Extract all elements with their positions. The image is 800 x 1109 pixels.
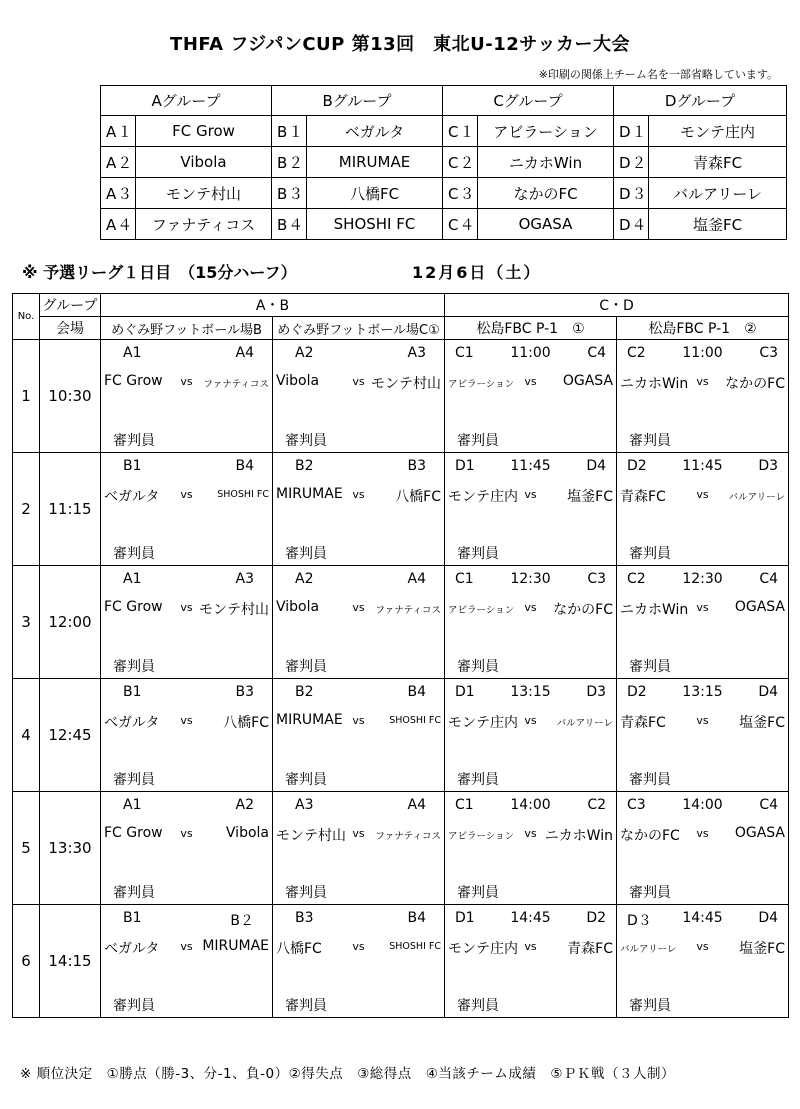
team1-name: FC Grow	[104, 825, 163, 841]
match-cell	[101, 905, 273, 1018]
referee-label: 審判員	[457, 659, 499, 675]
match-cell	[273, 792, 445, 905]
round-number: 5	[13, 792, 40, 905]
group-header-b: Bグループ	[272, 86, 443, 116]
team1-code: A2	[295, 345, 314, 361]
schedule-row	[13, 453, 789, 566]
team1-code: A2	[295, 571, 314, 587]
team1-name: モンテ庄内	[448, 489, 518, 505]
team1-name: ベガルタ	[104, 941, 160, 957]
team2-name: MIRUMAE	[202, 938, 269, 954]
team1-code: C2	[627, 345, 646, 361]
header-group: グループ	[40, 294, 101, 317]
kickoff-time: 12:00	[40, 566, 101, 679]
team-name: モンテ村山	[136, 178, 272, 209]
match-cell	[101, 566, 273, 679]
team1-code: C1	[455, 571, 474, 587]
team2-name: バルアリーレ	[728, 492, 785, 503]
vs-label: vs	[696, 375, 709, 388]
match-cell	[617, 453, 789, 566]
vs-label: vs	[696, 940, 709, 953]
referee-label: 審判員	[457, 433, 499, 449]
match-cell	[101, 792, 273, 905]
team2-name: 塩釜FC	[739, 715, 785, 731]
match-time: 12:30	[682, 571, 723, 587]
team1-name: アビラーション	[448, 831, 515, 842]
team-name: FC Grow	[136, 116, 272, 147]
team-code: C１	[443, 116, 478, 147]
round-number: 4	[13, 679, 40, 792]
vs-label: vs	[524, 488, 537, 501]
team1-name: なかのFC	[620, 828, 680, 844]
team-name: MIRUMAE	[307, 147, 443, 178]
round-number: 1	[13, 340, 40, 453]
team2-code: B3	[407, 458, 426, 474]
abbreviation-note: ※印刷の関係上チーム名を一部省略しています。	[538, 68, 778, 81]
referee-label: 審判員	[285, 546, 327, 562]
referee-label: 審判員	[629, 433, 671, 449]
team1-name: 青森FC	[620, 489, 666, 505]
schedule-row	[13, 679, 789, 792]
team1-name: MIRUMAE	[276, 486, 343, 502]
schedule-table	[12, 293, 789, 1018]
referee-label: 審判員	[629, 659, 671, 675]
ranking-rules: ※ 順位決定 ①勝点（勝-3、分-1、負-0）②得失点 ③総得点 ④当該チーム成績 ⑤ＰＫ戦（３人制）	[20, 1066, 675, 1082]
schedule-row	[13, 905, 789, 1018]
schedule-row	[13, 566, 789, 679]
team-name: 八橋FC	[307, 178, 443, 209]
referee-label: 審判員	[629, 772, 671, 788]
match-cell	[617, 679, 789, 792]
team1-name: FC Grow	[104, 599, 163, 615]
vs-label: vs	[180, 940, 193, 953]
team1-name: 青森FC	[620, 715, 666, 731]
match-time: 11:45	[682, 458, 723, 474]
team2-name: OGASA	[734, 825, 785, 841]
referee-label: 審判員	[285, 659, 327, 675]
referee-label: 審判員	[629, 885, 671, 901]
team-name: 青森FC	[649, 147, 787, 178]
team1-name: 八橋FC	[276, 941, 322, 957]
team-code: B１	[272, 116, 307, 147]
match-cell	[273, 905, 445, 1018]
team2-code: B２	[230, 913, 254, 929]
page-title: THFA フジパンCUP 第13回 東北U-12サッカー大会	[170, 34, 630, 55]
vs-label: vs	[524, 940, 537, 953]
referee-label: 審判員	[113, 772, 155, 788]
referee-label: 審判員	[113, 546, 155, 562]
match-time: 12:30	[510, 571, 551, 587]
match-time: 14:00	[510, 797, 551, 813]
kickoff-time: 13:30	[40, 792, 101, 905]
match-cell	[273, 340, 445, 453]
referee-label: 審判員	[457, 885, 499, 901]
team1-code: B2	[295, 684, 314, 700]
vs-label: vs	[524, 375, 537, 388]
team-code: D２	[614, 147, 649, 178]
team-code: B３	[272, 178, 307, 209]
team-code: A２	[101, 147, 136, 178]
vs-label: vs	[180, 714, 193, 727]
match-cell	[101, 453, 273, 566]
venue-3: 松島FBC P-1 ①	[445, 317, 617, 340]
team1-code: D2	[627, 684, 647, 700]
match-time: 11:45	[510, 458, 551, 474]
team1-name: アビラーション	[448, 379, 515, 390]
round-number: 3	[13, 566, 40, 679]
team1-code: A1	[123, 571, 142, 587]
team-code: B２	[272, 147, 307, 178]
header-ab: A・B	[101, 294, 445, 317]
team1-name: ベガルタ	[104, 489, 160, 505]
kickoff-time: 12:45	[40, 679, 101, 792]
team-name: OGASA	[478, 209, 614, 240]
match-time: 13:15	[682, 684, 723, 700]
team2-name: 八橋FC	[223, 715, 269, 731]
team2-code: D3	[586, 684, 606, 700]
match-cell	[617, 340, 789, 453]
team2-name: SHOSHI FC	[389, 941, 441, 952]
vs-label: vs	[696, 714, 709, 727]
round-number: 2	[13, 453, 40, 566]
team-name: 塩釜FC	[649, 209, 787, 240]
vs-label: vs	[352, 714, 365, 727]
team-name: Vibola	[136, 147, 272, 178]
team2-code: D4	[758, 684, 778, 700]
team1-code: A3	[295, 797, 314, 813]
group-row	[101, 178, 787, 209]
vs-label: vs	[352, 375, 365, 388]
venue-1: めぐみ野フットボール場B	[101, 317, 273, 340]
team2-code: A3	[235, 571, 254, 587]
team2-code: C3	[587, 571, 606, 587]
match-cell	[273, 566, 445, 679]
team-name: ファナティコス	[136, 209, 272, 240]
team2-code: C4	[587, 345, 606, 361]
vs-label: vs	[524, 714, 537, 727]
team2-code: D4	[758, 910, 778, 926]
team1-code: C1	[455, 797, 474, 813]
team2-code: C3	[759, 345, 778, 361]
team1-code: A1	[123, 797, 142, 813]
team2-name: ファナティコス	[375, 831, 441, 842]
prelim-date: 12月6日（土）	[412, 263, 542, 282]
match-cell	[445, 566, 617, 679]
venue-4: 松島FBC P-1 ②	[617, 317, 789, 340]
team2-name: OGASA	[734, 599, 785, 615]
match-cell	[445, 340, 617, 453]
team-code: C３	[443, 178, 478, 209]
team-name: バルアリーレ	[649, 178, 787, 209]
header-no: No.	[13, 294, 40, 340]
kickoff-time: 11:15	[40, 453, 101, 566]
team2-name: なかのFC	[725, 376, 785, 392]
round-number: 6	[13, 905, 40, 1018]
group-table	[100, 85, 787, 240]
team2-code: D4	[586, 458, 606, 474]
vs-label: vs	[524, 601, 537, 614]
match-cell	[445, 792, 617, 905]
vs-label: vs	[180, 827, 193, 840]
vs-label: vs	[696, 488, 709, 501]
referee-label: 審判員	[113, 659, 155, 675]
team2-code: C4	[759, 797, 778, 813]
group-header-c: Cグループ	[443, 86, 614, 116]
team2-code: A4	[407, 571, 426, 587]
team1-code: D３	[627, 913, 652, 929]
team1-name: MIRUMAE	[276, 712, 343, 728]
team2-code: B4	[407, 684, 426, 700]
vs-label: vs	[180, 488, 193, 501]
referee-label: 審判員	[285, 433, 327, 449]
team1-code: B1	[123, 684, 142, 700]
vs-label: vs	[180, 601, 193, 614]
schedule-row	[13, 340, 789, 453]
vs-label: vs	[180, 375, 193, 388]
team1-code: B1	[123, 910, 142, 926]
team1-name: ベガルタ	[104, 715, 160, 731]
team1-code: C2	[627, 571, 646, 587]
team2-name: OGASA	[562, 373, 613, 389]
team2-name: SHOSHI FC	[217, 489, 269, 500]
team2-name: モンテ村山	[199, 602, 269, 618]
team1-code: B2	[295, 458, 314, 474]
team1-code: B1	[123, 458, 142, 474]
vs-label: vs	[352, 488, 365, 501]
team2-code: D3	[758, 458, 778, 474]
team-name: SHOSHI FC	[307, 209, 443, 240]
team1-code: D1	[455, 458, 475, 474]
team-name: アビラーション	[478, 116, 614, 147]
vs-label: vs	[352, 827, 365, 840]
team2-name: 青森FC	[567, 941, 613, 957]
team2-code: B4	[235, 458, 254, 474]
team-name: なかのFC	[478, 178, 614, 209]
team2-name: ニカホWin	[544, 828, 613, 844]
referee-label: 審判員	[629, 546, 671, 562]
match-time: 13:15	[510, 684, 551, 700]
team2-code: B4	[407, 910, 426, 926]
match-cell	[101, 340, 273, 453]
team-code: A４	[101, 209, 136, 240]
team-name: ニカホWin	[478, 147, 614, 178]
team2-code: D2	[586, 910, 606, 926]
kickoff-time: 10:30	[40, 340, 101, 453]
team2-name: 塩釜FC	[739, 941, 785, 957]
team1-name: Vibola	[276, 599, 320, 615]
team2-code: A4	[235, 345, 254, 361]
team1-code: B3	[295, 910, 314, 926]
referee-label: 審判員	[285, 998, 327, 1014]
team2-name: モンテ村山	[371, 376, 441, 392]
match-cell	[617, 792, 789, 905]
team2-name: 塩釜FC	[567, 489, 613, 505]
match-cell	[445, 905, 617, 1018]
group-row	[101, 209, 787, 240]
schedule-row	[13, 792, 789, 905]
referee-label: 審判員	[629, 998, 671, 1014]
header-venue: 会場	[40, 317, 101, 340]
team-code: D３	[614, 178, 649, 209]
team-code: A１	[101, 116, 136, 147]
team2-code: B3	[235, 684, 254, 700]
team1-name: モンテ村山	[276, 828, 346, 844]
team-code: D４	[614, 209, 649, 240]
team1-code: C3	[627, 797, 646, 813]
vs-label: vs	[696, 601, 709, 614]
match-cell	[617, 905, 789, 1018]
team-code: A３	[101, 178, 136, 209]
referee-label: 審判員	[457, 998, 499, 1014]
team1-code: D2	[627, 458, 647, 474]
team1-name: アビラーション	[448, 605, 515, 616]
team2-code: A4	[407, 797, 426, 813]
match-cell	[445, 679, 617, 792]
referee-label: 審判員	[457, 772, 499, 788]
team1-name: FC Grow	[104, 373, 163, 389]
prelim-title: ※ 予選リーグ１日目 （15分ハーフ）	[22, 263, 297, 282]
referee-label: 審判員	[113, 433, 155, 449]
team2-code: A3	[407, 345, 426, 361]
referee-label: 審判員	[285, 885, 327, 901]
header-cd: C・D	[445, 294, 789, 317]
team1-name: バルアリーレ	[620, 944, 677, 955]
group-row	[101, 147, 787, 178]
team-code: C４	[443, 209, 478, 240]
venue-2: めぐみ野フットボール場C①	[273, 317, 445, 340]
team2-name: Vibola	[225, 825, 269, 841]
referee-label: 審判員	[113, 998, 155, 1014]
group-row	[101, 116, 787, 147]
match-cell	[617, 566, 789, 679]
team-code: B４	[272, 209, 307, 240]
vs-label: vs	[352, 601, 365, 614]
team1-code: D1	[455, 910, 475, 926]
vs-label: vs	[352, 940, 365, 953]
match-cell	[273, 453, 445, 566]
team1-name: モンテ庄内	[448, 715, 518, 731]
team1-code: D1	[455, 684, 475, 700]
group-header-a: Aグループ	[101, 86, 272, 116]
match-cell	[273, 679, 445, 792]
team2-code: A2	[235, 797, 254, 813]
match-time: 14:45	[682, 910, 723, 926]
match-cell	[445, 453, 617, 566]
team2-name: 八橋FC	[395, 489, 441, 505]
team1-name: モンテ庄内	[448, 941, 518, 957]
team1-code: A1	[123, 345, 142, 361]
match-time: 14:00	[682, 797, 723, 813]
match-cell	[101, 679, 273, 792]
team2-name: ファナティコス	[203, 379, 269, 390]
group-header-d: Dグループ	[614, 86, 787, 116]
match-time: 14:45	[510, 910, 551, 926]
team1-name: ニカホWin	[620, 376, 689, 392]
match-time: 11:00	[682, 345, 723, 361]
kickoff-time: 14:15	[40, 905, 101, 1018]
team1-code: C1	[455, 345, 474, 361]
team1-name: Vibola	[276, 373, 320, 389]
team2-name: バルアリーレ	[556, 718, 613, 729]
team2-code: C2	[587, 797, 606, 813]
vs-label: vs	[524, 827, 537, 840]
team-code: D１	[614, 116, 649, 147]
team1-name: ニカホWin	[620, 602, 689, 618]
team2-code: C4	[759, 571, 778, 587]
team-name: モンテ庄内	[649, 116, 787, 147]
referee-label: 審判員	[113, 885, 155, 901]
team2-name: ファナティコス	[375, 605, 441, 616]
referee-label: 審判員	[457, 546, 499, 562]
team2-name: SHOSHI FC	[389, 715, 441, 726]
match-time: 11:00	[510, 345, 551, 361]
team-code: C２	[443, 147, 478, 178]
team-name: ベガルタ	[307, 116, 443, 147]
vs-label: vs	[696, 827, 709, 840]
referee-label: 審判員	[285, 772, 327, 788]
team2-name: なかのFC	[553, 602, 613, 618]
